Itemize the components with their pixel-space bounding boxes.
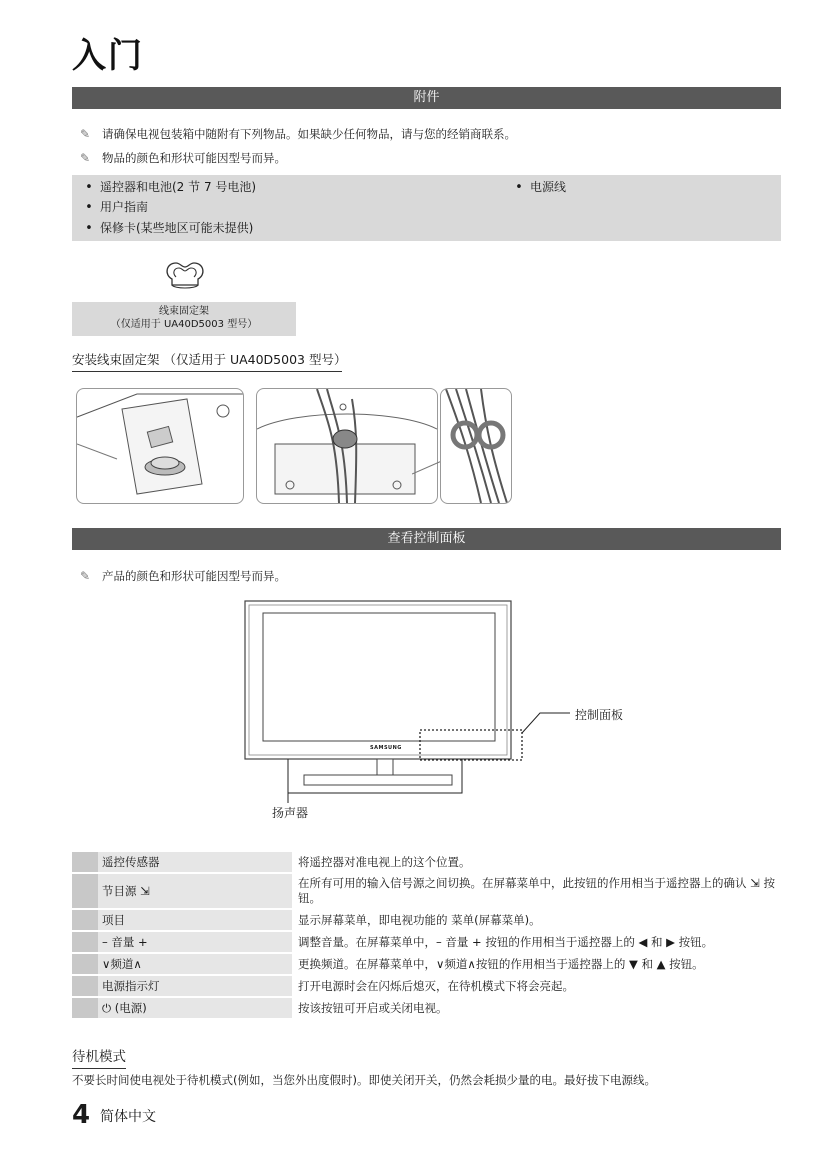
install-holder-heading: 安装线束固定架 （仅适用于 UA40D5003 型号）	[72, 350, 342, 372]
row-desc: 打开电源时会在闪烁后熄灭，在待机模式下将会亮起。	[298, 978, 574, 993]
page-number: 4	[72, 1100, 91, 1130]
table-row	[72, 910, 781, 930]
table-row	[72, 976, 781, 996]
row-name: ∨频道∧	[98, 954, 292, 974]
row-desc: 显示屏幕菜单，即电视功能的 菜单(屏幕菜单)。	[298, 912, 541, 927]
table-row	[72, 954, 781, 974]
row-name: 遥控传感器	[98, 852, 292, 872]
pencil-note-icon: ✎	[80, 569, 91, 583]
language-label: 简体中文	[100, 1109, 156, 1125]
pencil-note-icon: ✎	[80, 151, 91, 165]
table-row	[72, 852, 781, 872]
accessories-note-2: ✎ 物品的颜色和形状可能因型号而异。	[80, 151, 286, 165]
row-desc: 按该按钮可开启或关闭电视。	[298, 1000, 448, 1015]
standby-text: 不要长时间使电视处于待机模式(例如，当您外出度假时)。即使关闭开关，仍然会耗损少量的电。最好拔下电源线。	[72, 1073, 656, 1087]
row-name: 节目源 ⇲	[98, 874, 292, 908]
install-illustration-2	[256, 388, 438, 504]
install-illustration-3	[440, 388, 512, 504]
cable-holder-label: 线束固定架 （仅适用于 UA40D5003 型号）	[72, 302, 296, 336]
standby-heading: 待机模式	[72, 1045, 126, 1069]
callout-control-panel: 控制面板	[575, 708, 624, 722]
row-name: ⏻ (电源)	[98, 998, 292, 1018]
list-item: • 保修卡(某些地区可能未提供)	[85, 221, 254, 236]
list-item: • 遥控器和电池(2 节 7 号电池)	[85, 180, 257, 195]
control-panel-note: ✎ 产品的颜色和形状可能因型号而异。	[80, 569, 286, 583]
row-name: – 音量 +	[98, 932, 292, 952]
table-row	[72, 998, 781, 1018]
pencil-note-icon: ✎	[80, 127, 91, 141]
row-name: 项目	[98, 910, 292, 930]
table-row	[72, 874, 781, 908]
section-header-control-panel: 查看控制面板	[72, 528, 781, 550]
page-title: 入门	[72, 36, 144, 76]
row-name: 电源指示灯	[98, 976, 292, 996]
section-header-accessories: 附件	[72, 87, 781, 109]
accessory-item-list	[72, 175, 781, 241]
row-desc: 在所有可用的输入信号源之间切换。在屏幕菜单中，此按钮的作用相当于遥控器上的确认 ⇲ 按钮。	[298, 876, 775, 905]
row-desc: 调整音量。在屏幕菜单中，– 音量 + 按钮的作用相当于遥控器上的 ◀ 和 ▶ 按钮。	[298, 934, 714, 949]
cable-holder-icon	[160, 255, 210, 295]
list-item: • 用户指南	[85, 200, 149, 215]
brand-logo: SAMSUNG	[370, 745, 402, 751]
row-desc: 更换频道。在屏幕菜单中，∨频道∧按钮的作用相当于遥控器上的 ▼ 和 ▲ 按钮。	[298, 956, 704, 971]
table-row	[72, 932, 781, 952]
control-panel-table	[72, 850, 781, 1020]
list-item: • 电源线	[515, 180, 567, 195]
accessories-note-1: ✎ 请确保电视包装箱中随附有下列物品。如果缺少任何物品，请与您的经销商联系。	[80, 127, 516, 141]
install-illustration-1	[76, 388, 244, 504]
callout-speaker: 扬声器	[272, 806, 309, 820]
row-desc: 将遥控器对准电视上的这个位置。	[298, 854, 471, 869]
